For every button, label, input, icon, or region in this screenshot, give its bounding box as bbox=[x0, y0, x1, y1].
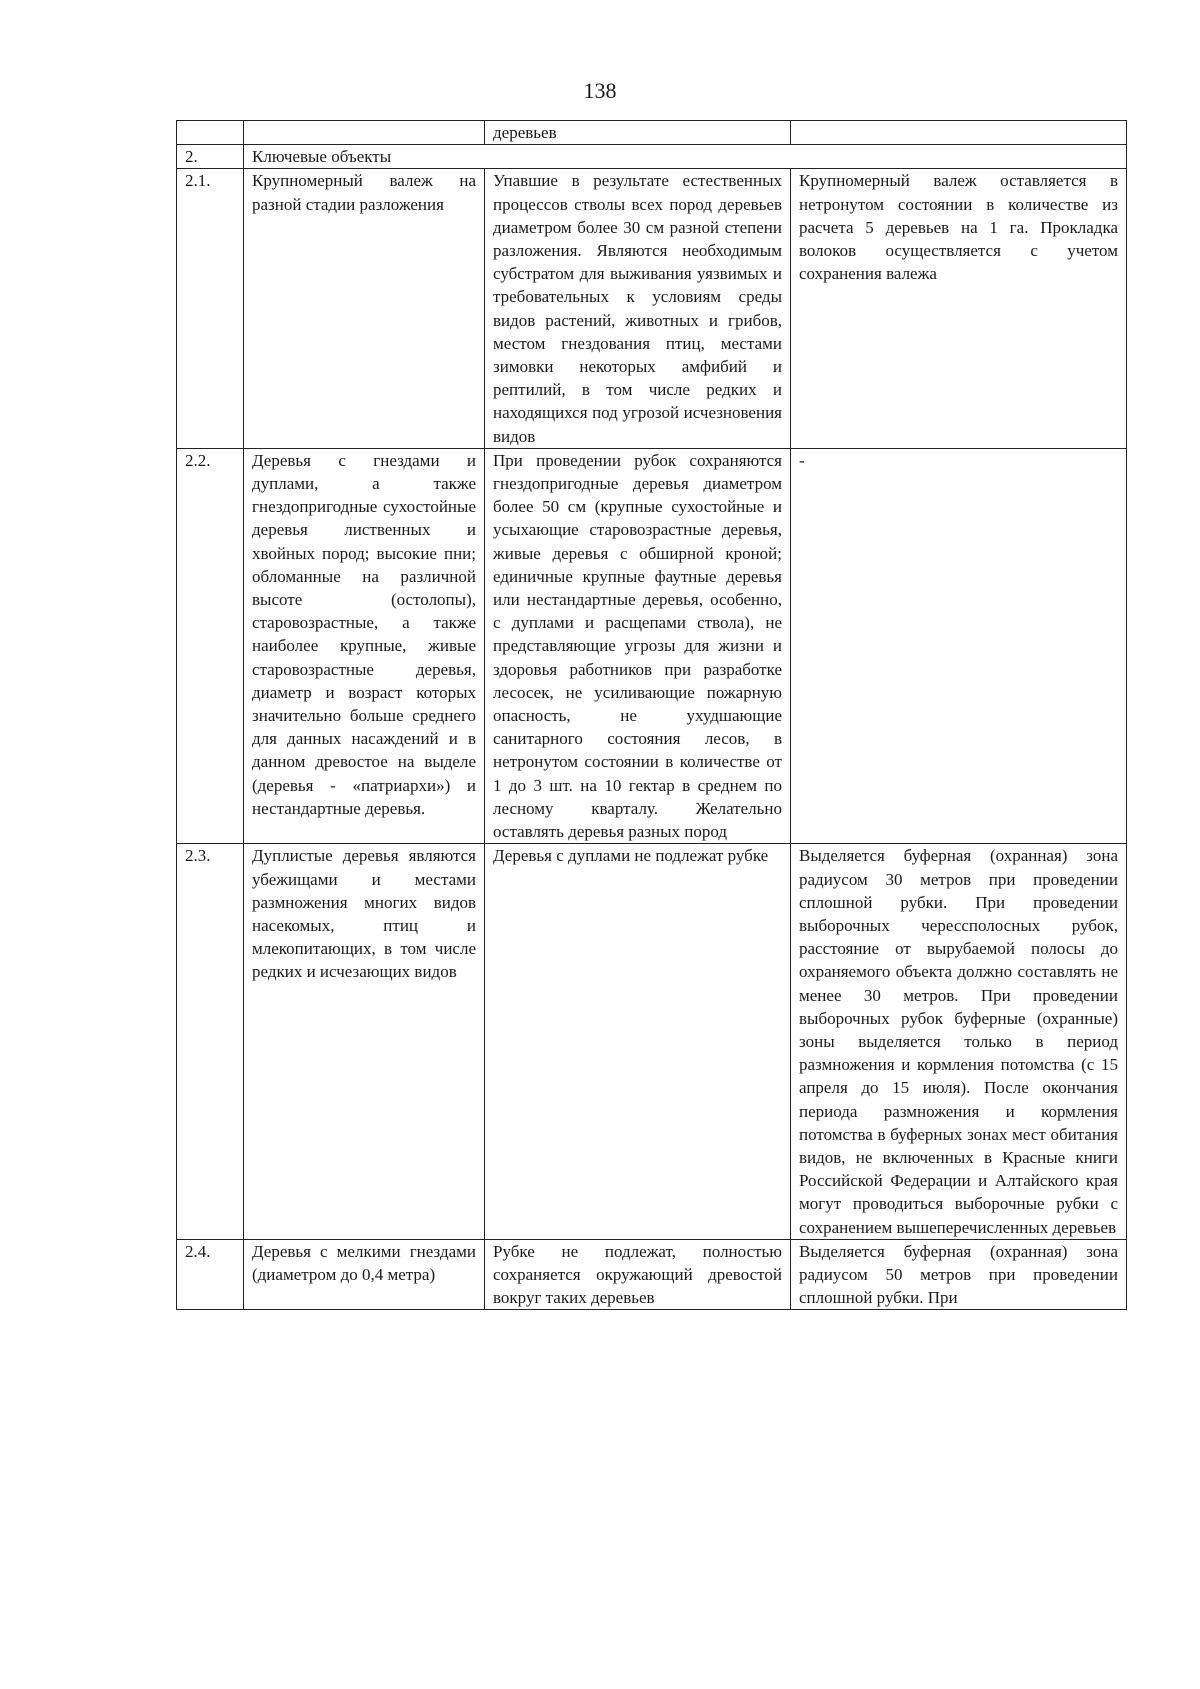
row-num: 2.3. bbox=[177, 844, 244, 1239]
row-measures: Выделяется буферная (охранная) зона радиусом 50 метров при проведении сплошной рубки. При bbox=[791, 1239, 1127, 1310]
page-number: 138 bbox=[583, 78, 617, 103]
key-objects-table bbox=[176, 120, 1127, 1310]
row-num: 2.1. bbox=[177, 169, 244, 448]
row-measures: Выделяется буферная (охранная) зона радиусом 30 метров при проведении сплошной рубки. При проведении выборочных черессполосных рубок, расстояние от вырубаемой полосы до охраняемого объекта должно составлять не менее 30 метров. При проведении выборочных рубок буферные (охранные) зоны выделяется только в период размножения и кормления потомства (с 15 апреля до 15 июля). После окончания периода размножения и кормления потомства в буферных зонах мест обитания видов, не включенных в Красные книги Российской Федерации и Алтайского края могут проводиться выборочные рубки с сохранением вышеперечисленных деревьев bbox=[791, 844, 1127, 1239]
row-measures: - bbox=[791, 448, 1127, 843]
table-row bbox=[177, 844, 1127, 1239]
table-section-row bbox=[177, 145, 1127, 169]
row-num: 2.2. bbox=[177, 448, 244, 843]
row-object: Деревья с мелкими гнездами (диаметром до 0,4 метра) bbox=[244, 1239, 485, 1310]
row-measures: Крупномерный валеж оставляется в нетронутом состоянии в количестве из расчета 5 деревьев на 1 га. Прокладка волоков осуществляется с учетом сохранения валежа bbox=[791, 169, 1127, 448]
table-row bbox=[177, 448, 1127, 843]
table-row bbox=[177, 1239, 1127, 1310]
row-description: Рубке не подлежат, полностью сохраняется окружающий древостой вокруг таких деревьев bbox=[485, 1239, 791, 1310]
cell-object bbox=[244, 121, 485, 145]
section-num: 2. bbox=[177, 145, 244, 169]
row-object: Деревья с гнездами и дуплами, а также гнездопригодные сухостойные деревья лиственных и хвойных пород; высокие пни; обломанные на различной высоте (остолопы), старовозрастные, а также наиболее крупные, живые старовозрастные деревья, диаметр и возраст которых значительно больше среднего для данных насаждений и в данном древостое на выделе (деревья - «патриархи») и нестандартные деревья. bbox=[244, 448, 485, 843]
table-row-continued bbox=[177, 121, 1127, 145]
row-object: Крупномерный валеж на разной стадии разложения bbox=[244, 169, 485, 448]
cell-description: деревьев bbox=[485, 121, 791, 145]
row-description: Деревья с дуплами не подлежат рубке bbox=[485, 844, 791, 1239]
row-num: 2.4. bbox=[177, 1239, 244, 1310]
table-row bbox=[177, 169, 1127, 448]
row-description: Упавшие в результате естественных процессов стволы всех пород деревьев диаметром более 30 см разной степени разложения. Являются необходимым субстратом для выживания уязвимых и требовательных к условиям среды видов растений, животных и грибов, местом гнездования птиц, местами зимовки некоторых амфибий и рептилий, в том числе редких и находящихся под угрозой исчезновения видов bbox=[485, 169, 791, 448]
cell-measures bbox=[791, 121, 1127, 145]
section-title: Ключевые объекты bbox=[244, 145, 1127, 169]
row-object: Дуплистые деревья являются убежищами и местами размножения многих видов насекомых, птиц и млекопитающих, в том числе редких и исчезающих видов bbox=[244, 844, 485, 1239]
row-description: При проведении рубок сохраняются гнездопригодные деревья диаметром более 50 см (крупные сухостойные и усыхающие старовозрастные деревья, живые деревья с обширной кроной; единичные крупные фаутные деревья или нестандартные деревья, особенно, с дуплами и расщепами ствола), не представляющие угрозы для жизни и здоровья работников при разработке лесосек, не усиливающие пожарную опасность, не ухудшающие санитарного состояния лесов, в нетронутом состоянии в количестве от 1 до 3 шт. на 10 гектар в среднем по лесному кварталу. Желательно оставлять деревья разных пород bbox=[485, 448, 791, 843]
cell-num bbox=[177, 121, 244, 145]
